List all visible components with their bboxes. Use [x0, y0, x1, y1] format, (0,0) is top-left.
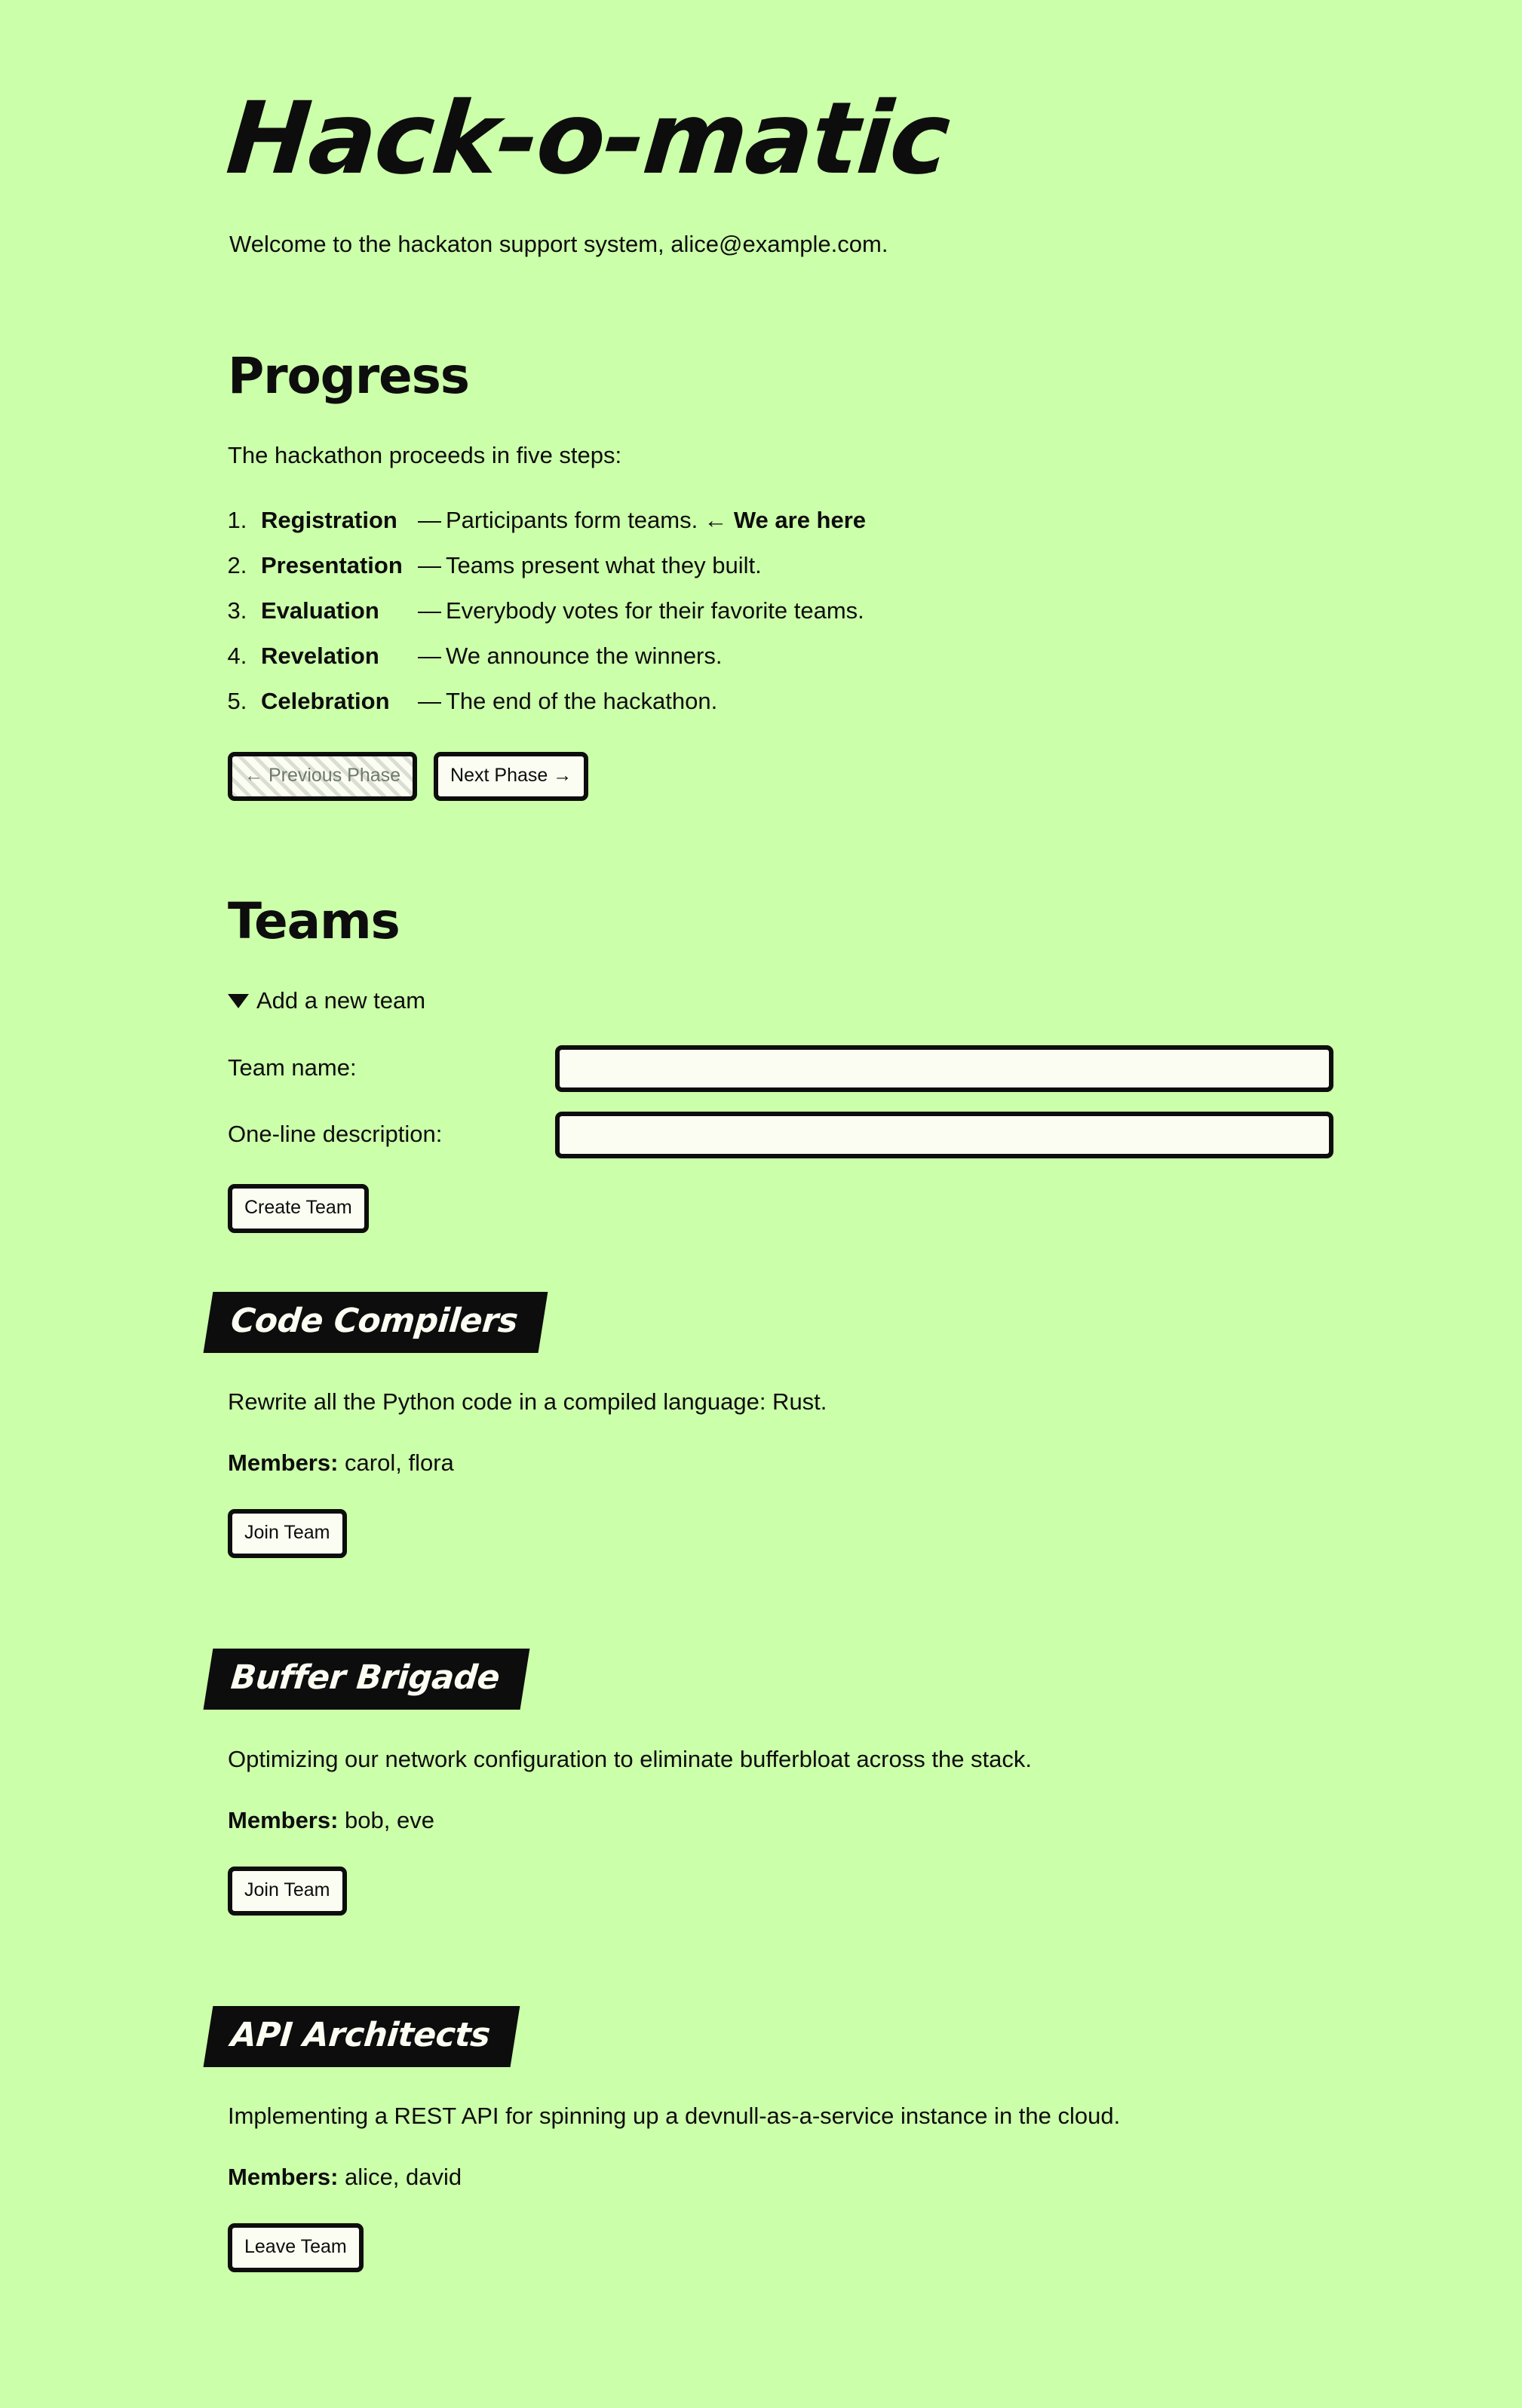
- join-team-button[interactable]: Join Team: [228, 1509, 347, 1558]
- create-team-button[interactable]: Create Team: [228, 1184, 369, 1233]
- progress-lead: The hackathon proceeds in five steps:: [228, 441, 622, 468]
- leave-team-button[interactable]: Leave Team: [228, 2223, 364, 2272]
- phase-dash: —: [418, 597, 441, 624]
- team-description: Implementing a REST API for spinning up a devnull-as-a-service instance in the cloud.: [228, 2103, 1121, 2130]
- team-card: [0, 2006, 1522, 2272]
- phase-description: We announce the winners.: [446, 643, 723, 670]
- phase-dash: —: [418, 552, 441, 579]
- team-card: [0, 1292, 1522, 1558]
- team-name: Code Compilers: [229, 1301, 520, 1340]
- team-members-value: bob, eve: [338, 1806, 434, 1833]
- team-members-value: alice, david: [338, 2164, 462, 2191]
- chevron-down-icon: [228, 994, 249, 1008]
- welcome-message: Welcome to the hackaton support system, alice@example.com.: [229, 231, 888, 257]
- phase-name: Presentation: [261, 552, 403, 579]
- team-description-label: One-line description:: [228, 1121, 443, 1148]
- phase-list-item: [253, 594, 1522, 628]
- team-action-row: [228, 1509, 1522, 1558]
- phase-description: The end of the hackathon.: [446, 688, 718, 715]
- phase-list-item: [253, 549, 1522, 583]
- phase-description: Teams present what they built.: [446, 552, 762, 579]
- phase-description: Everybody votes for their favorite teams.: [446, 597, 864, 624]
- team-action-row: [228, 1867, 1522, 1916]
- team-description: Optimizing our network configuration to eliminate bufferbloat across the stack.: [228, 1745, 1033, 1772]
- add-team-actions: [228, 1184, 1522, 1233]
- phase-name: Registration: [261, 507, 397, 534]
- team-card: [0, 1649, 1522, 1915]
- add-team-disclosure: [228, 984, 1522, 1233]
- team-name: API Architects: [229, 2015, 492, 2054]
- add-team-summary[interactable]: [228, 984, 1522, 1018]
- team-members: [228, 1804, 1522, 1838]
- teams-section: [0, 894, 1522, 2272]
- team-members-label: Members:: [228, 1449, 339, 1477]
- join-team-button[interactable]: Join Team: [228, 1867, 347, 1916]
- team-name-label: Team name:: [228, 1054, 357, 1081]
- team-name-banner: [204, 1649, 530, 1710]
- team-members-value: carol, flora: [338, 1449, 454, 1477]
- phase-list-item: [253, 640, 1522, 673]
- phase-list-item: [253, 504, 1522, 538]
- team-members: [228, 2161, 1522, 2195]
- current-phase-marker: ← We are here: [704, 507, 867, 534]
- phase-name: Celebration: [261, 688, 390, 715]
- phase-navigation: [228, 752, 1522, 801]
- page-bottom-spacer: [0, 2272, 1522, 2408]
- team-name-input[interactable]: [555, 1045, 1333, 1092]
- team-members: [228, 1446, 1522, 1480]
- phase-dash: —: [418, 688, 441, 715]
- site-title: Hack-o-matic: [222, 81, 953, 197]
- phase-dash: —: [418, 643, 441, 670]
- phase-name: Evaluation: [261, 597, 379, 624]
- progress-heading: Progress: [228, 346, 469, 405]
- team-name-banner: [204, 2006, 520, 2067]
- masthead: [0, 0, 1522, 262]
- add-team-summary-label: Add a new team: [256, 986, 426, 1014]
- team-members-label: Members:: [228, 2164, 339, 2191]
- progress-section: [0, 346, 1522, 801]
- phase-list-item: [253, 685, 1522, 719]
- team-name: Buffer Brigade: [229, 1658, 502, 1698]
- phase-dash: —: [418, 507, 441, 534]
- previous-phase-button[interactable]: ← Previous Phase: [228, 752, 417, 801]
- team-action-row: [228, 2223, 1522, 2272]
- team-members-label: Members:: [228, 1806, 339, 1833]
- phase-description: Participants form teams.: [446, 507, 698, 534]
- phase-list: [0, 504, 1522, 719]
- team-description-input[interactable]: [555, 1112, 1333, 1158]
- add-team-form: [228, 1045, 1522, 1158]
- phase-name: Revelation: [261, 643, 379, 670]
- teams-heading: Teams: [228, 892, 400, 951]
- next-phase-button[interactable]: Next Phase →: [434, 752, 588, 801]
- teams-list: [0, 1292, 1522, 2272]
- team-description: Rewrite all the Python code in a compiled language: Rust.: [228, 1388, 827, 1416]
- team-name-banner: [204, 1292, 548, 1353]
